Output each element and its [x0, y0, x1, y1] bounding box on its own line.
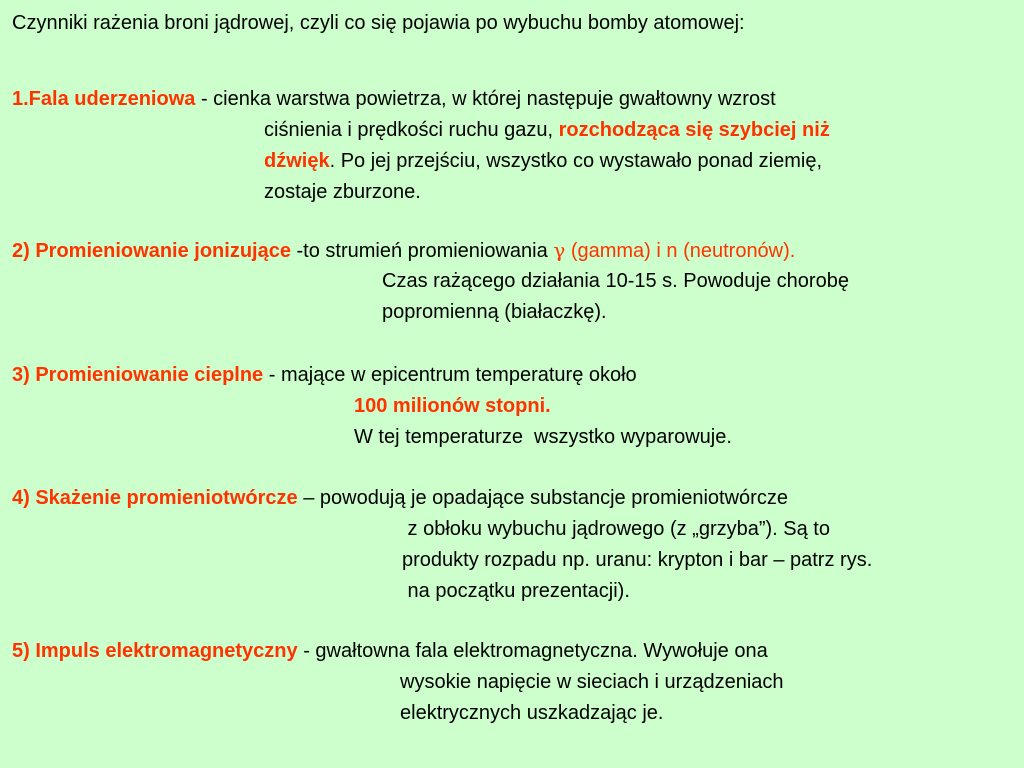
item-text: wysokie napięcie w sieciach i urządzeniach — [400, 671, 784, 693]
item-line — [12, 84, 830, 115]
item-highlight: (gamma) i n (neutronów). — [565, 240, 796, 262]
item-text: ciśnienia i prędkości ruchu gazu, — [264, 119, 559, 141]
item-heading: 3) Promieniowanie cieplne — [12, 364, 264, 386]
item-highlight: dźwięk — [264, 150, 330, 172]
item-text: W tej temperaturze wszystko wyparowuje. — [354, 426, 732, 448]
item-line — [12, 235, 849, 266]
list-item-radioactive-contamination — [12, 483, 872, 607]
item-heading: 2) Promieniowanie jonizujące — [12, 240, 291, 262]
item-text: popromienną (białaczkę). — [382, 301, 607, 323]
item-highlight: 100 milionów stopni. — [354, 395, 551, 417]
list-item-thermal-radiation — [12, 360, 732, 453]
item-text: z obłoku wybuchu jądrowego (z „grzyba”). Są to — [402, 518, 830, 540]
item-line — [12, 360, 732, 391]
item-line — [12, 115, 830, 146]
item-line — [12, 146, 830, 177]
item-text: - cienka warstwa powietrza, w której następuje gwałtowny wzrost — [195, 88, 776, 110]
item-text: produkty rozpadu np. uranu: krypton i bar – patrz rys. — [402, 549, 873, 571]
item-line — [12, 636, 784, 667]
item-heading: 5) Impuls elektromagnetyczny — [12, 640, 298, 662]
item-text: elektrycznych uszkadzając je. — [400, 702, 664, 724]
list-item-electromagnetic-pulse — [12, 636, 784, 729]
item-line — [12, 483, 872, 514]
gamma-symbol: γ — [553, 238, 566, 262]
item-text: zostaje zburzone. — [264, 181, 421, 203]
slide-title: Czynniki rażenia broni jądrowej, czyli co się pojawia po wybuchu bomby atomowej: — [12, 12, 745, 34]
item-text: na początku prezentacji). — [402, 580, 630, 602]
item-heading: 1.Fala uderzeniowa — [12, 88, 196, 110]
item-heading: 4) Skażenie promieniotwórcze — [12, 487, 298, 509]
item-text: . Po jej przejściu, wszystko co wystawało ponad ziemię, — [329, 150, 822, 172]
item-highlight: rozchodząca się szybciej niż — [558, 119, 830, 141]
list-item-ionizing-radiation — [12, 235, 849, 328]
item-text: - gwałtowna fala elektromagnetyczna. Wywołuje ona — [297, 640, 768, 662]
item-text: – powodują je opadające substancje promieniotwórcze — [297, 487, 788, 509]
item-text: - mające w epicentrum temperaturę około — [263, 364, 637, 386]
list-item-shock-wave — [12, 84, 830, 208]
item-text: Czas rażącego działania 10-15 s. Powoduje chorobę — [382, 270, 849, 292]
item-text: -to strumień promieniowania — [290, 240, 554, 262]
